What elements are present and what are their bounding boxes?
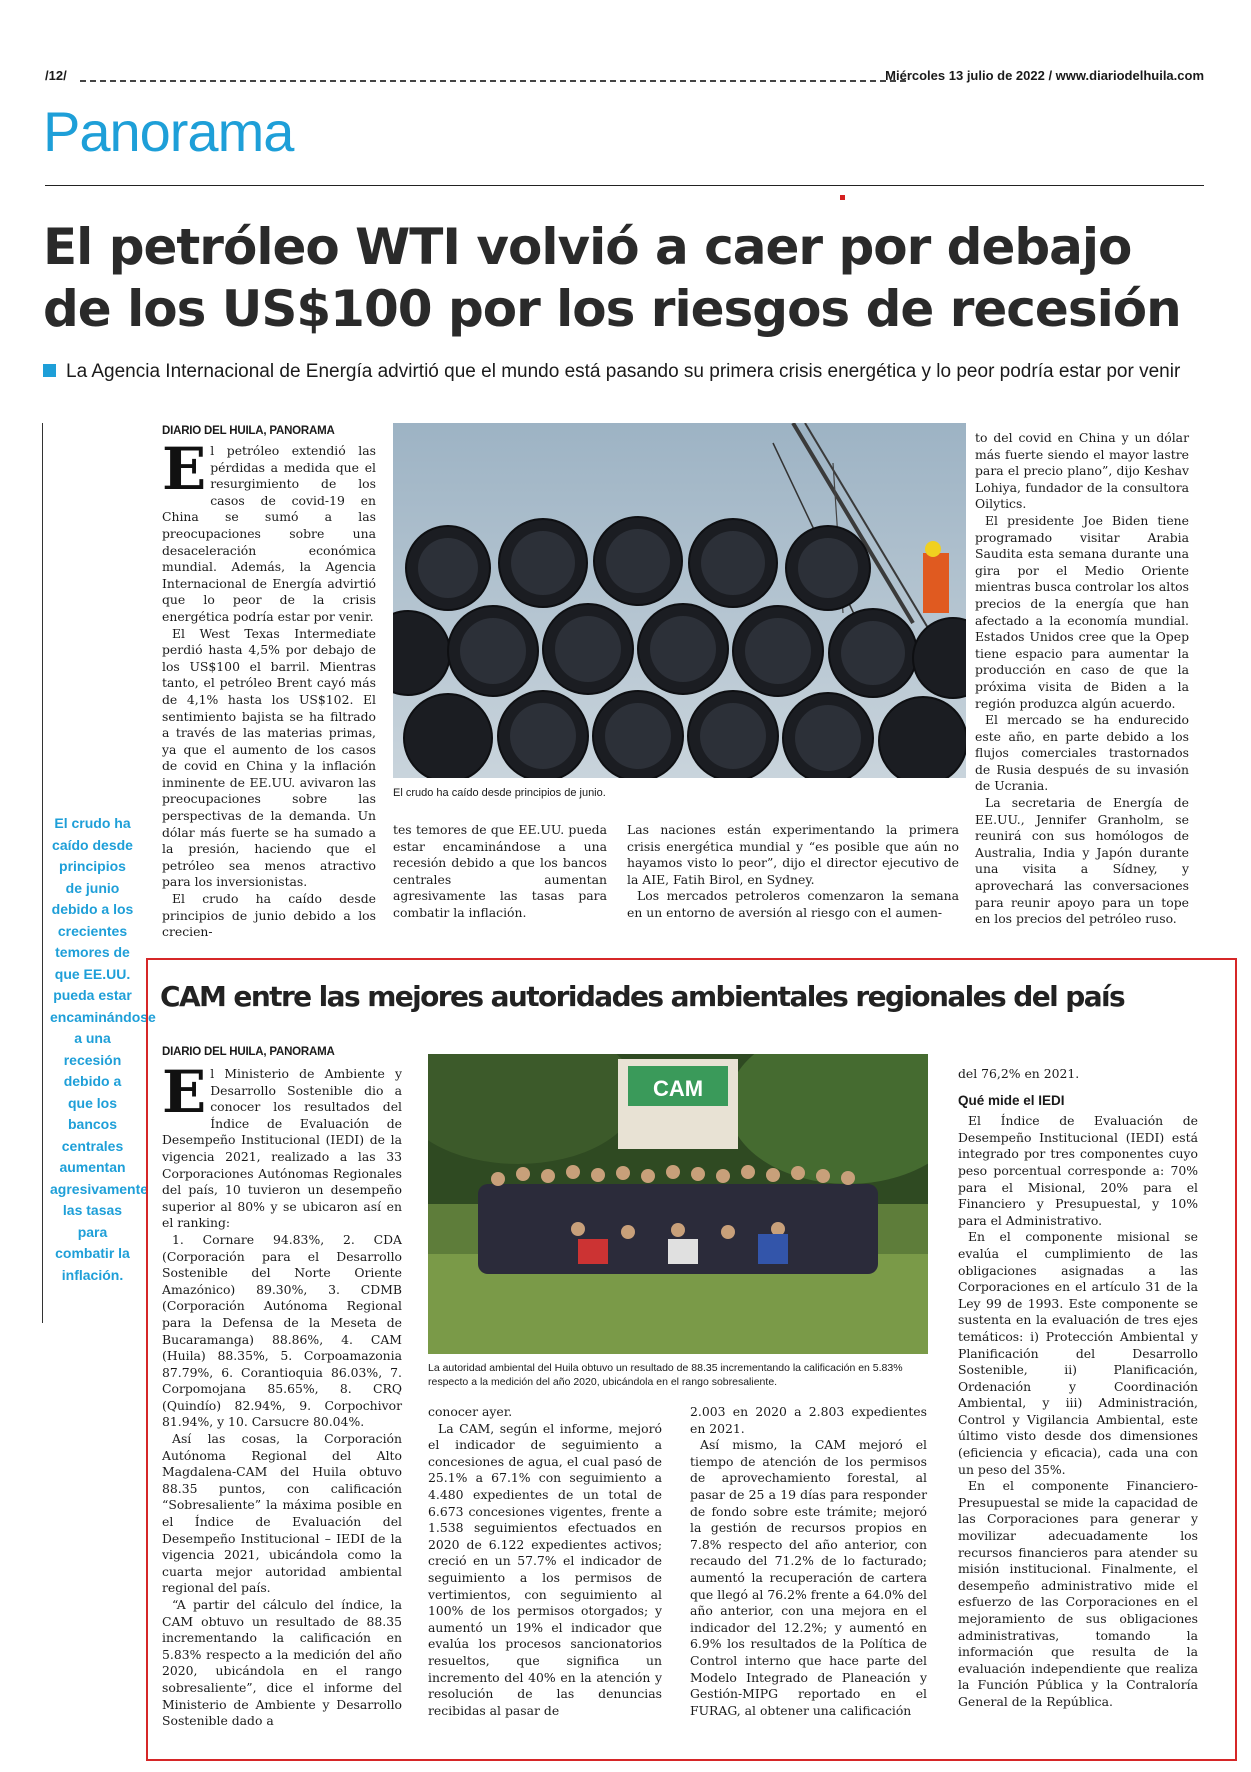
paragraph: del 76,2% en 2021. [958, 1066, 1080, 1081]
header-rule [80, 80, 906, 82]
drop-cap: E [162, 435, 207, 503]
dateline: Miércoles 13 julio de 2022 / www.diariodelhuila.com [885, 68, 1204, 83]
subhead-text: La Agencia Internacional de Energía advirtió que el mundo está pasando su primera crisis energética y lo peor podría estar por venir [66, 361, 1181, 382]
photo2-caption: La autoridad ambiental del Huila obtuvo un resultado de 88.35 incrementando la calificación en 5.83% respecto a la medición del año 2020, ubicándola en el rango sobresaliente. [428, 1362, 903, 1388]
article2-column-3 [690, 1404, 927, 1719]
paragraph: El presidente Joe Biden tiene programado visitar Arabia Saudita esta semana durante una gira por el Medio Oriente mientras busca controlar los altos precios de la energía que han afectado a la economía mundial. Estados Unidos cree que la Opep tiene espacio para aumentar la producción en caso de que la próxima visita de Biden a la región produzca algún acuerdo. [975, 512, 1189, 711]
article-column-4 [975, 430, 1189, 928]
oil-pipes-photo [393, 423, 966, 778]
article2-column-2 [428, 1404, 662, 1719]
paragraph: to del covid en China y un dólar más fuerte siendo el mayor lastre para el precio plano”, dijo Keshav Lohiya, fundador de la consultora Oilytics. [975, 430, 1189, 512]
section-rule [45, 185, 1204, 186]
section-title: Panorama [43, 100, 294, 163]
paragraph: El mercado se ha endurecido este año, en parte debido a los flujos comerciales trastornados de Rusia después de su invasión de Ucrania. [975, 712, 1189, 794]
paragraph: El Índice de Evaluación de Desempeño Institucional (IEDI) está integrado por tres componentes cuyo peso porcentual corresponde a: 70% para el Misional, 20% para el Financiero y Presupuestal, y 10% para el Administrativo. [958, 1113, 1198, 1228]
paragraph: tes temores de que EE.UU. pueda estar encaminándose a una recesión debido a que los bancos centrales aumentan agresivamente las tasas para combatir la inflación. [393, 822, 607, 920]
article-column-2 [393, 822, 607, 922]
article2-column-4 [958, 1066, 1198, 1711]
paragraph: Las naciones están experimentando la primera crisis energética mundial y “es posible que aún no hayamos visto lo peor”, dijo el director ejecutivo de la AIE, Fatih Birol, en Sydney. [627, 822, 959, 887]
pull-quote: El crudo ha caído desde principios de junio debido a los crecientes temores de que EE.UU. pueda estar encaminándose a una recesión debido a que los bancos centrales aumentan agresivamente las tasas para combatir la inflación. [50, 815, 156, 1283]
cam-sign-text: CAM [652, 1076, 704, 1101]
paragraph: La CAM, según el informe, mejoró el indicador de seguimiento a concesiones de agua, el cual pasó de 25.1% a 67.1% con seguimiento a 4.480 expedientes de un total de 6.673 concesiones vigentes, frente a 1.538 seguimientos efectuados en 2020 de 6.122 expedientes activos; creció en un 57.7% el indicador de seguimiento a los permisos de vertimientos, con seguimiento al 100% de los permisos otorgados; y aumentó un 19% el indicador que evalúa los procesos sancionatorios resueltos, que significa un incremento del 40% en la atención y resolución de las denuncias recibidas al pasar de [428, 1420, 662, 1718]
paragraph: En el componente Financiero-Presupuestal se mide la capacidad de las Corporaciones para generar y movilizar adecuadamente los recursos financieros para atender su misión institucional. Finalmente, el desempeño administrativo mide el esfuerzo de las Corporaciones en el mejoramiento de sus obligaciones administrativas, tomando la información que resulta de la evaluación independiente que realiza la Función Pública y la Contraloría General de la República. [958, 1478, 1198, 1709]
paragraph: Los mercados petroleros comenzaron la semana en un entorno de aversión al riesgo con el aumen- [627, 888, 959, 920]
paragraph: En el componente misional se evalúa el cumplimiento de las obligaciones asignadas a las Corporaciones en el artículo 31 de la Ley 99 de 1993. Este componente se sustenta en la evaluación de tres ejes temáticos: i) Protección Ambiental y Planificación del Desarrollo Sostenible, ii) Planificación, Ordenación y Coordinación Ambiental, y iii) Administración, Control y Vigilancia Ambiental, este último visto desde dos dimensiones (eficiencia y eficacia), cada una con un peso del 35%. [958, 1229, 1198, 1477]
paragraph: 1. Cornare 94.83%, 2. CDA (Corporación para el Desarrollo Sostenible del Norte Oriente Amazónico) 89.30%, 3. CDMB (Corporación Autónoma Regional para la Defensa de la Meseta de Bucaramanga) 88.86%, 4. CAM (Huila) 88.35%, 5. Corpoamazonia 87.79%, 6. Corantioquia 86.03%, 7. Corpomojana 85.65%, 8. CRQ (Quindío) 82.94%, 9. Corpochivor 81.94%, y 10. Carsucre 80.04%. [162, 1231, 402, 1430]
byline: DIARIO DEL HUILA, PANORAMA [162, 425, 335, 437]
subsection-heading: Qué mide el IEDI [958, 1092, 1065, 1108]
paragraph: conocer ayer. [428, 1404, 513, 1419]
photo-caption: El crudo ha caído desde principios de junio. [393, 787, 606, 799]
drop-cap: E [162, 1058, 207, 1126]
article-headline: El petróleo WTI volvió a caer por debajo de los US$100 por los riesgos de recesión [43, 218, 1181, 338]
article2-column-1 [162, 1044, 402, 1730]
article-column-1 [162, 423, 376, 941]
article2-headline: CAM entre las mejores autoridades ambientales regionales del país [160, 980, 1125, 1013]
article-column-3 [627, 822, 959, 922]
paragraph: El West Texas Intermediate perdió hasta 4,5% por debajo de los US$100 el barril. Mientras tanto, el petróleo Brent cayó más de 4,1% hasta los US$102. El sentimiento bajista se ha filtrado a través de las materias primas, ya que el aumento de los casos de covid en China y la inflación inminente de EE.UU. avivaron las preocupaciones sobre las perspectivas de la demanda. Un dólar más fuerte se ha sumado a la presión, haciendo que el petróleo sea menos atractivo para los inversionistas. [162, 625, 376, 890]
paragraph: El petróleo extendió las pérdidas a medida que el resurgimiento de los casos de covid-19 en China se sumó a las preocupaciones sobre una desaceleración económica mundial. Además, la Agencia Internacional de Energía advirtió que lo peor de la crisis energética podría estar por venir. [162, 435, 376, 624]
red-marker [840, 195, 845, 200]
paragraph: Así las cosas, la Corporación Autónoma Regional del Alto Magdalena-CAM del Huila obtuvo 88.35 puntos, con calificación “Sobresaliente” la máxima posible en el Índice de Evaluación del Desempeño Institucional – IEDI de la vigencia 2021, ubicándola como la cuarta mejor autoridad ambiental regional del país. [162, 1431, 402, 1596]
article-subhead [43, 360, 1208, 384]
page-number: /12/ [45, 68, 67, 83]
paragraph: Así mismo, la CAM mejoró el tiempo de atención de los permisos de aprovechamiento forestal, al pasar de 25 a 19 días para responder de fondo sobre este trámite; mejoró la gestión de recursos propios en 7.8% respecto del año anterior, con recaudo del 71.2% de lo facturado; aumentó la recuperación de cartera que llegó al 76.2% frente a 64.0% del año anterior, con una mejora en el indicador del 12.2%; y aumentó en 6.9% los resultados de la Política de Control interno que hace parte del Modelo Integrado de Planeación y Gestión-MIPG reportado en el FURAG, al obtener una calificación [690, 1437, 927, 1718]
byline: DIARIO DEL HUILA, PANORAMA [162, 1046, 335, 1058]
paragraph: El crudo ha caído desde principios de junio debido a los crecien- [162, 891, 376, 940]
group-photo [428, 1054, 928, 1354]
paragraph: El Ministerio de Ambiente y Desarrollo Sostenible dio a conocer los resultados del Índice de Evaluación de Desempeño Institucional (IEDI) de la vigencia 2021, realizado a las 33 Corporaciones Autónomas Regionales del país, 10 tuvieron un desempeño superior al 80% y se ubicaron así en el ranking: [162, 1058, 402, 1231]
paragraph: 2.003 en 2020 a 2.803 expedientes en 2021. [690, 1404, 927, 1436]
square-bullet-icon [43, 364, 56, 377]
paragraph: La secretaria de Energía de EE.UU., Jennifer Granholm, se reunirá con sus homólogos de Australia, India y Japón durante una visita a Sídney, y aprovechará las conversaciones para reunir apoyo para un tope en los precios del petróleo ruso. [975, 795, 1189, 927]
paragraph: “A partir del cálculo del índice, la CAM obtuvo un resultado de 88.35 incrementando la calificación en 5.83% respecto a la medición del año 2020, ubicándola en el rango sobresaliente”, dice el informe del Ministerio de Ambiente y Desarrollo Sostenible dado a [162, 1597, 402, 1729]
pull-quote-rule [42, 423, 43, 1323]
